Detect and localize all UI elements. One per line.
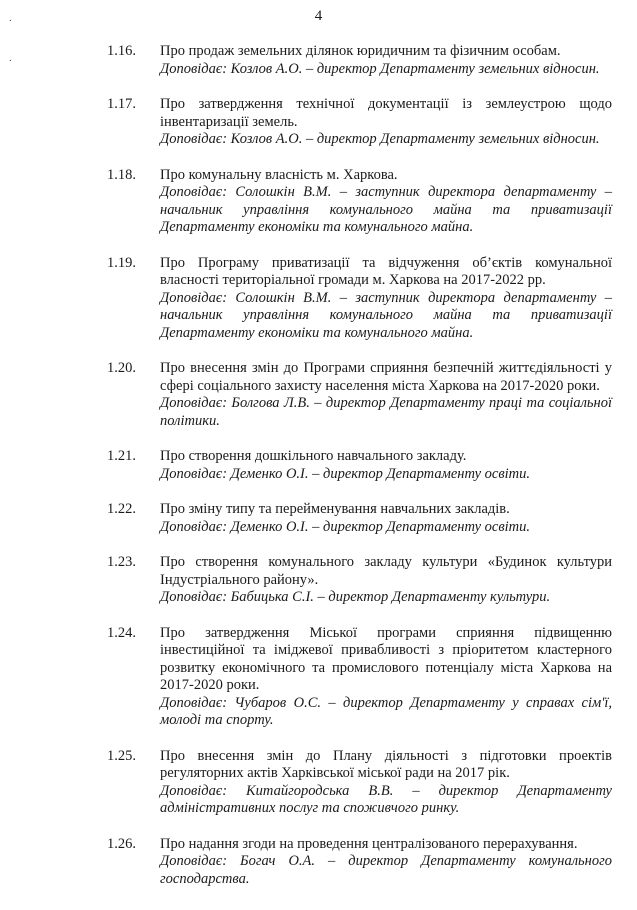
agenda-item-1-21 [107,448,612,483]
item-title: Про внесення змін до Плану діяльності з підготовки проектів регуляторних актів Харківської міської ради на 2017 рік. [160,747,612,781]
item-speaker: Доповідає: Деменко О.І. – директор Департаменту освіти. [160,518,530,535]
agenda-item-1-25 [107,748,612,818]
item-title: Про комунальну власність м. Харкова. [160,166,398,183]
agenda-item-1-16 [107,43,612,78]
item-title: Про надання згоди на проведення централізованого перерахування. [160,835,578,852]
item-body [160,43,612,78]
item-body [160,96,612,149]
item-number: 1.26. [107,835,136,852]
agenda-item-1-24 [107,625,612,730]
item-title: Про Програму приватизації та відчуження об’єктів комунальної власності територіальної громади м. Харкова на 2017-2022 рр. [160,254,612,288]
agenda-item-1-17 [107,96,612,149]
item-title: Про затвердження технічної документації із землеустрою щодо інвентаризації земель. [160,96,612,130]
item-body [160,255,612,343]
item-number: 1.19. [107,254,136,271]
item-title: Про внесення змін до Програми сприяння безпечній життєдіяльності у сфері соціального захисту населення міста Харкова на 2017-2020 роки. [160,360,612,394]
item-number: 1.18. [107,166,136,183]
item-body [160,554,612,607]
agenda-list [107,43,612,906]
item-body [160,625,612,730]
agenda-item-1-23 [107,554,612,607]
item-speaker: Доповідає: Солошкін В.М. – заступник директора департаменту – начальник управління комунального майна та приватизації Департаменту економіки та комунального майна. [160,289,612,341]
item-body [160,501,612,536]
item-body [160,167,612,237]
item-body [160,360,612,430]
item-number: 1.17. [107,96,136,112]
item-number: 1.25. [107,747,136,764]
item-speaker: Доповідає: Китайгородська В.В. – директор Департаменту адміністративних послуг та споживчого ринку. [160,782,612,816]
item-number: 1.24. [107,624,136,641]
item-number: 1.16. [107,43,136,59]
item-speaker: Доповідає: Козлов А.О. – директор Департаменту земельних відносин. [160,131,600,147]
item-title: Про створення дошкільного навчального закладу. [160,448,467,464]
item-title: Про зміну типу та перейменування навчальних закладів. [160,501,510,517]
item-speaker: Доповідає: Болгова Л.В. – директор Департаменту праці та соціальної політики. [160,395,612,429]
item-speaker: Доповідає: Солошкін В.М. – заступник директора департаменту – начальник управління комунального майна та приватизації Департаменту економіки та комунального майна. [160,184,612,235]
item-title: Про продаж земельних ділянок юридичним та фізичним особам. [160,43,561,59]
item-speaker: Доповідає: Богач О.А. – директор Департаменту комунального господарства. [160,853,612,887]
agenda-item-1-20 [107,360,612,430]
margin-mark: . [9,52,12,64]
page-number: 4 [314,8,323,24]
item-title: Про затвердження Міської програми сприяння підвищенню інвестиційної та іміджевої привабливості з пріоритетом кластерного розвитку економічного та промислового потенціалу міста Харкова на 2017-2020 роки. [160,624,612,693]
item-number: 1.20. [107,360,136,376]
item-speaker: Доповідає: Бабицька С.І. – директор Департаменту культури. [160,589,551,605]
item-speaker: Доповідає: Козлов А.О. – директор Департаменту земельних відносин. [160,60,600,77]
agenda-item-1-19 [107,255,612,343]
margin-mark: . [9,12,12,24]
item-speaker: Доповідає: Деменко О.І. – директор Департаменту освіти. [160,465,530,482]
item-speaker: Доповідає: Чубаров О.С. – директор Департаменту у справах сім'ї, молоді та спорту. [160,694,612,728]
item-title: Про створення комунального закладу культури «Будинок культури Індустріального району». [160,554,612,588]
agenda-item-1-18 [107,167,612,237]
item-body [160,836,612,889]
agenda-item-1-26 [107,836,612,889]
item-body [160,448,612,483]
agenda-item-1-22 [107,501,612,536]
item-number: 1.22. [107,501,136,517]
item-number: 1.23. [107,554,136,570]
item-number: 1.21. [107,448,136,464]
item-body [160,748,612,818]
